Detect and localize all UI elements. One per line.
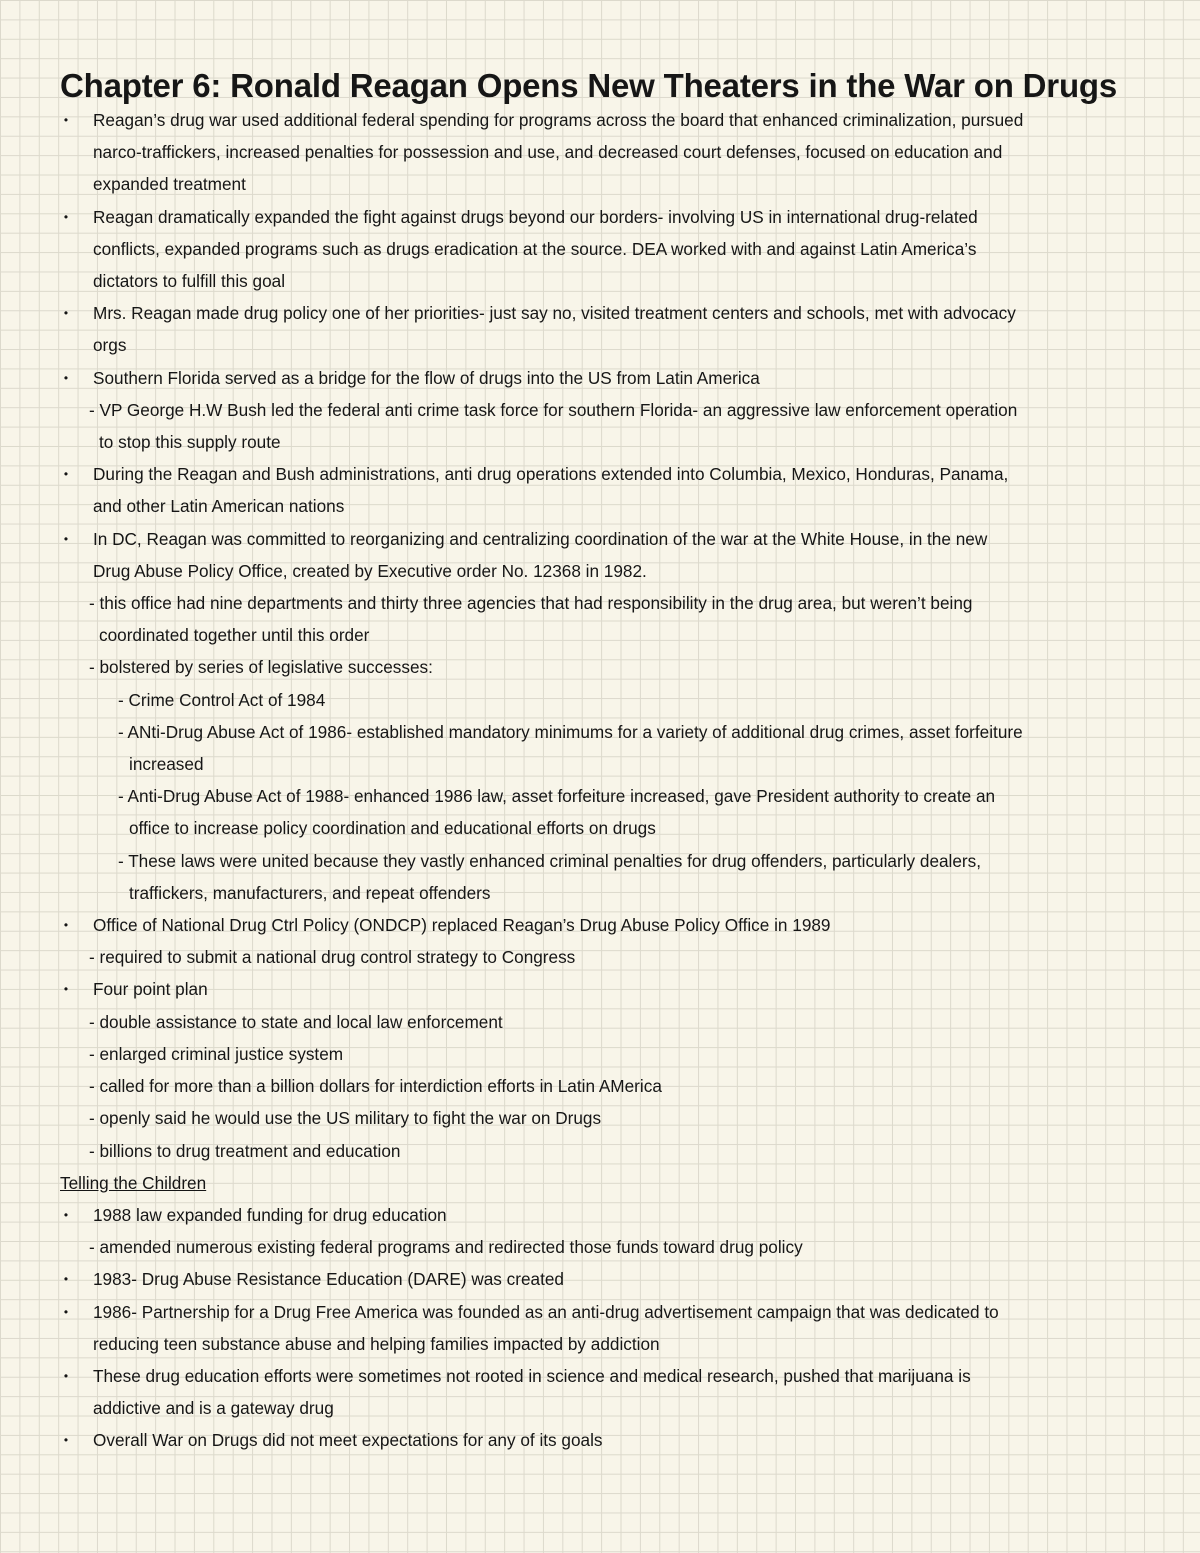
sub-item: - this office had nine departments and thirty three agencies that had responsibility in the drug area, but weren’t being (89, 593, 973, 614)
bullet-icon: • (63, 370, 69, 385)
bullet-icon: • (63, 918, 69, 933)
bullet-text: Four point plan (93, 979, 208, 1000)
bullet-item (60, 104, 1150, 136)
bullet-text: 1988 law expanded funding for drug education (93, 1204, 447, 1225)
bullet-icon: • (63, 1433, 69, 1448)
bullet-icon: • (63, 1368, 69, 1383)
sub-item-continuation: coordinated together until this order (99, 625, 370, 646)
sub-item: - VP George H.W Bush led the federal anti crime task force for southern Florida- an aggressive law enforcement operation (89, 399, 1018, 420)
sub-item: - double assistance to state and local law enforcement (89, 1011, 503, 1032)
bullet-icon: • (63, 1304, 69, 1319)
bullet-text: Southern Florida served as a bridge for the flow of drugs into the US from Latin America (93, 367, 760, 388)
sub-item: - bolstered by series of legislative successes: (89, 657, 433, 678)
sub-item: - billions to drug treatment and education (89, 1140, 401, 1161)
bullet-text: These drug education efforts were sometimes not rooted in science and medical research, pushed that marijuana is (93, 1365, 971, 1386)
bullet-text: In DC, Reagan was committed to reorganizing and centralizing coordination of the war at the White House, in the new (93, 528, 988, 549)
sub-item: - enlarged criminal justice system (89, 1043, 344, 1064)
sub-item: - required to submit a national drug control strategy to Congress (89, 947, 576, 968)
bullet-icon: • (63, 113, 69, 127)
bullet-icon: • (63, 306, 69, 321)
bullet-item (60, 1199, 1150, 1231)
nested-sub-item-continuation: traffickers, manufacturers, and repeat offenders (129, 882, 491, 903)
bullet-item (60, 1296, 1150, 1328)
continuation-line: addictive and is a gateway drug (93, 1398, 334, 1419)
bullet-item (60, 297, 1150, 329)
sub-item: - openly said he would use the US military to fight the war on Drugs (89, 1108, 602, 1129)
nested-sub-item-continuation: office to increase policy coordination and educational efforts on drugs (129, 818, 656, 839)
bullet-item (60, 458, 1150, 490)
continuation-line: orgs (93, 335, 127, 356)
bullet-icon: • (63, 467, 69, 482)
continuation-line: Drug Abuse Policy Office, created by Executive order No. 12368 in 1982. (93, 560, 647, 581)
bullet-item (60, 909, 1150, 941)
bullet-text: Mrs. Reagan made drug policy one of her priorities- just say no, visited treatment centers and schools, met with advocacy (93, 303, 1016, 324)
bullet-text: Reagan dramatically expanded the fight against drugs beyond our borders- involving US in international drug-related (93, 206, 978, 227)
bullet-text: Office of National Drug Ctrl Policy (ONDCP) replaced Reagan’s Drug Abuse Policy Office in 1989 (93, 915, 831, 936)
bullet-text: Reagan’s drug war used additional federal spending for programs across the board that enhanced criminalization, pursued (93, 110, 1024, 130)
bullet-icon: • (63, 1272, 69, 1287)
nested-sub-item: - ANti-Drug Abuse Act of 1986- established mandatory minimums for a variety of additional drug crimes, asset forfeiture (118, 721, 1023, 742)
page-title: Chapter 6: Ronald Reagan Opens New Theaters in the War on Drugs (60, 67, 1118, 104)
bullet-icon: • (63, 982, 69, 997)
continuation-line: reducing teen substance abuse and helping families impacted by addiction (93, 1333, 660, 1354)
nested-sub-item: - Anti-Drug Abuse Act of 1988- enhanced 1986 law, asset forfeiture increased, gave President authority to create an (118, 786, 996, 807)
bullet-item (60, 1424, 1150, 1456)
nested-sub-item: - Crime Control Act of 1984 (118, 689, 326, 710)
bullet-item (60, 1263, 1150, 1295)
bullet-item (60, 1360, 1150, 1392)
sub-item: - amended numerous existing federal programs and redirected those funds toward drug policy (89, 1237, 803, 1258)
bullet-item (60, 523, 1150, 555)
bullet-item (60, 362, 1150, 394)
notes-page (60, 67, 1150, 1457)
continuation-line: and other Latin American nations (93, 496, 345, 517)
bullet-text: 1986- Partnership for a Drug Free America was founded as an anti-drug advertisement campaign that was dedicated to (93, 1301, 999, 1322)
section-heading (60, 1167, 1150, 1199)
continuation-line: conflicts, expanded programs such as drugs eradication at the source. DEA worked with and against Latin America’s (93, 238, 977, 259)
section-heading-text: Telling the Children (60, 1172, 207, 1193)
nested-sub-item-continuation: increased (129, 754, 204, 775)
sub-item-continuation: to stop this supply route (99, 432, 281, 453)
bullet-icon: • (63, 209, 69, 224)
continuation-line: dictators to fulfill this goal (93, 271, 286, 292)
bullet-text: During the Reagan and Bush administrations, anti drug operations extended into Columbia, Mexico, Honduras, Panama, (93, 464, 1009, 485)
sub-item: - called for more than a billion dollars for interdiction efforts in Latin AMerica (89, 1076, 662, 1097)
continuation-line: narco-traffickers, increased penalties for possession and use, and decreased court defenses, focused on education and (93, 142, 1003, 163)
bullet-text: 1983- Drug Abuse Resistance Education (DARE) was created (93, 1269, 564, 1290)
bullet-icon: • (63, 531, 69, 546)
continuation-line: expanded treatment (93, 174, 246, 195)
nested-sub-item: - These laws were united because they vastly enhanced criminal penalties for drug offenders, particularly dealers, (118, 850, 982, 871)
bullet-item (60, 973, 1150, 1005)
notes-list (60, 104, 1150, 1457)
bullet-icon: • (63, 1207, 69, 1222)
bullet-item (60, 201, 1150, 233)
bullet-text: Overall War on Drugs did not meet expectations for any of its goals (93, 1430, 603, 1451)
